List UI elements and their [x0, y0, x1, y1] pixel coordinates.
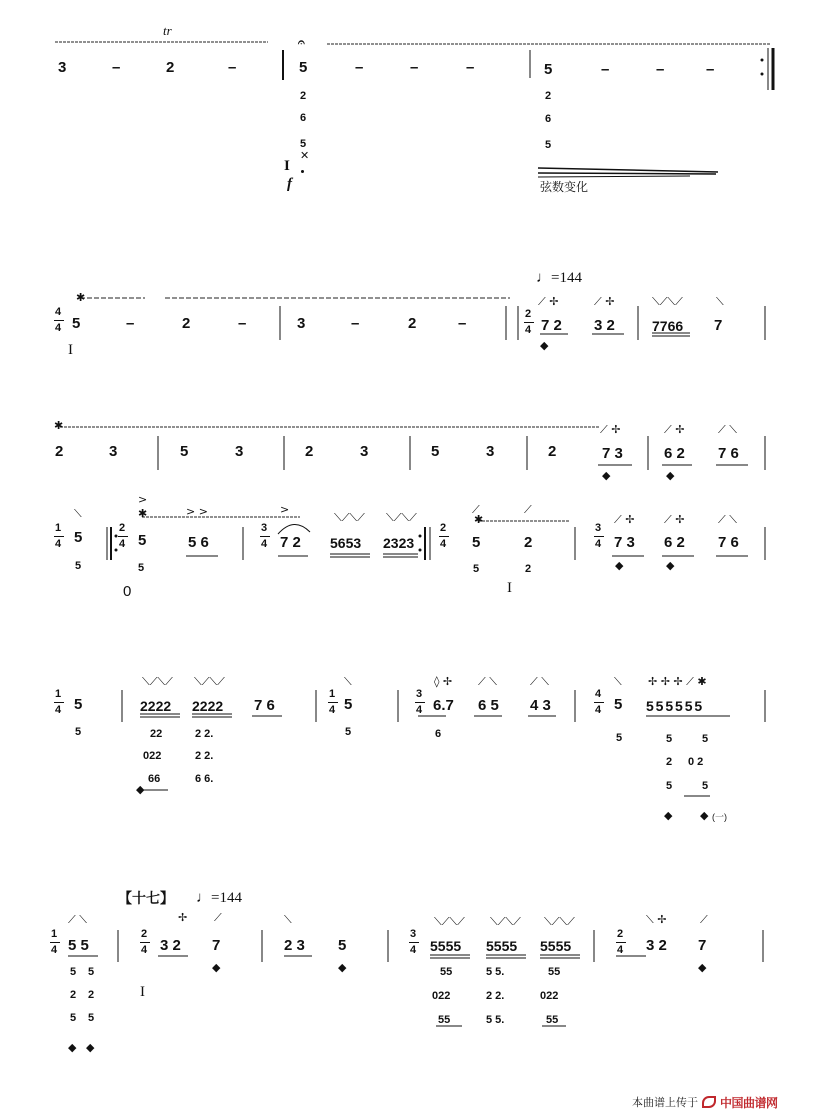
note: 3	[235, 443, 244, 460]
note-group: 7766	[652, 318, 684, 334]
time-sig-top: 3	[260, 522, 268, 534]
note: 3	[486, 443, 495, 460]
note-group: 5555	[430, 938, 462, 954]
note-group: 7 6	[254, 697, 275, 714]
low-note: 5	[138, 562, 145, 574]
note: 5	[72, 315, 81, 332]
low-note: 5	[473, 563, 480, 575]
dash: –	[238, 315, 247, 332]
time-sig-bottom: 4	[54, 704, 62, 716]
site-logo[interactable]: 中国曲谱网	[720, 1095, 778, 1110]
roman-numeral: I	[507, 580, 512, 596]
time-sig-top: 4	[594, 688, 602, 700]
chord-note: 5	[545, 139, 552, 151]
fermata-mark: 𝄐	[298, 35, 305, 49]
note: 5	[299, 59, 308, 76]
time-sig-bottom: 4	[260, 538, 268, 550]
note: 5	[472, 534, 481, 551]
note: 5	[180, 443, 189, 460]
chord-note: 022	[143, 750, 162, 762]
chord-note: 5	[702, 733, 709, 745]
low-note: 0	[123, 583, 132, 600]
dash: –	[410, 59, 419, 76]
chord-note: 55	[548, 966, 561, 978]
note-group: 7 6	[718, 534, 739, 551]
chord-note: 5	[88, 1012, 95, 1024]
note-group: 4 3	[530, 697, 551, 714]
time-sig-top: 1	[54, 688, 62, 700]
dash: –	[466, 59, 475, 76]
dash: –	[706, 61, 715, 78]
note: 2	[55, 443, 64, 460]
chord-note: 2 2.	[195, 728, 214, 740]
time-sig-top: 3	[594, 522, 602, 534]
note-group: 5 6	[188, 534, 209, 551]
time-sig-bottom: 4	[594, 704, 602, 716]
note-group: 7 2	[280, 534, 301, 551]
dynamic-mark: f	[287, 176, 292, 192]
note: 5	[431, 443, 440, 460]
time-sig-top: 2	[616, 928, 624, 940]
note: 3	[297, 315, 306, 332]
chord-note: 2	[666, 756, 673, 768]
note: 7	[212, 937, 221, 954]
note-group: 6.7	[433, 697, 454, 714]
note: 2	[524, 534, 533, 551]
dash: –	[458, 315, 467, 332]
low-note: 5	[75, 726, 82, 738]
note: 2	[182, 315, 191, 332]
note-group: 5 5 5 5 5 5	[646, 698, 702, 714]
note: 2	[166, 59, 175, 76]
note: 5	[344, 696, 353, 713]
note-group: 7 2	[541, 317, 562, 334]
chord-note: 022	[540, 990, 559, 1002]
chord-note: 5	[70, 1012, 77, 1024]
time-sig-top: 2	[140, 928, 148, 940]
time-sig-bottom: 4	[50, 944, 58, 956]
note-group: 6 2	[664, 445, 685, 462]
note: 2	[305, 443, 314, 460]
time-sig-bottom: 4	[118, 538, 126, 550]
chord-note: 6 6.	[195, 773, 214, 785]
chord-note: 2 2.	[195, 750, 214, 762]
note: 5	[74, 696, 83, 713]
time-sig-bottom: 4	[594, 538, 602, 550]
string-change-note: 弦数变化	[540, 180, 589, 194]
time-sig-top: 2	[524, 308, 532, 320]
note-group: 2222	[192, 698, 224, 714]
footer-text: 本曲谱上传于	[632, 1096, 698, 1109]
note-group: 5555	[486, 938, 518, 954]
note: 5	[74, 529, 83, 546]
time-sig-top: 1	[328, 688, 336, 700]
dash: –	[228, 59, 237, 76]
tempo-mark: ♩=144	[536, 270, 582, 286]
note: 5	[544, 61, 553, 78]
chord-note: 2	[300, 90, 307, 102]
note-group: 5653	[330, 535, 362, 551]
time-sig-bottom: 4	[409, 944, 417, 956]
site-logo-icon	[702, 1096, 716, 1108]
note: 3	[109, 443, 118, 460]
chord-note: 6	[300, 112, 307, 124]
time-sig-top: 1	[54, 522, 62, 534]
low-note: 6	[435, 728, 442, 740]
roman-numeral: I	[140, 984, 145, 1000]
chord-note: 5	[70, 966, 77, 978]
chord-note: 5	[666, 780, 673, 792]
note-group: 2 3	[284, 937, 305, 954]
chord-note: 5	[88, 966, 95, 978]
note-group: 2222	[140, 698, 172, 714]
chord-note: 2	[545, 90, 552, 102]
time-sig-bottom: 4	[439, 538, 447, 550]
low-note: 5	[616, 732, 623, 744]
time-sig-top: 1	[50, 928, 58, 940]
chord-note: 5 5.	[486, 1014, 505, 1026]
note: 5	[338, 937, 347, 954]
time-sig-bottom: 4	[328, 704, 336, 716]
chord-note: 66	[148, 773, 161, 785]
time-sig-top: 3	[409, 928, 417, 940]
trill-mark: tr	[163, 23, 172, 38]
note-group: 3 2	[594, 317, 615, 334]
note: 5	[614, 696, 623, 713]
time-sig-bottom: 4	[524, 324, 532, 336]
chord-note: 2	[70, 989, 77, 1001]
footer	[632, 1093, 778, 1111]
note: 5	[138, 532, 147, 549]
roman-numeral: I	[68, 342, 73, 358]
note-group: 6 2	[664, 534, 685, 551]
dash: –	[112, 59, 121, 76]
note: 7	[698, 937, 707, 954]
section-marker: 【十七】	[118, 890, 174, 906]
low-note: 5	[345, 726, 352, 738]
time-sig-bottom: 4	[415, 704, 423, 716]
note: 3	[58, 59, 67, 76]
chord-note: 6	[545, 113, 552, 125]
low-note: 5	[75, 560, 82, 572]
time-sig-bottom: 4	[616, 944, 624, 956]
dash: –	[601, 61, 610, 78]
annotation: (一)	[712, 812, 727, 822]
note: 2	[408, 315, 417, 332]
note: 2	[548, 443, 557, 460]
time-sig-bottom: 4	[54, 538, 62, 550]
note-group: 7 3	[614, 534, 635, 551]
note-group: 7 6	[718, 445, 739, 462]
time-sig-top: 4	[54, 306, 62, 318]
note-group: 6 5	[478, 697, 499, 714]
note-group: 2323	[383, 535, 415, 551]
dash: –	[355, 59, 364, 76]
low-note: 2	[525, 563, 532, 575]
roman-numeral: I	[284, 158, 290, 174]
chord-note: 5	[666, 733, 673, 745]
chord-note: 2	[88, 989, 95, 1001]
note: 3	[360, 443, 369, 460]
chord-note: 0 2	[688, 756, 704, 768]
chord-note: 5	[702, 780, 709, 792]
chord-note: 5 5.	[486, 966, 505, 978]
note-group: 3 2	[646, 937, 667, 954]
chord-note: 55	[546, 1014, 559, 1026]
note-group: 7 3	[602, 445, 623, 462]
chord-note: 55	[440, 966, 453, 978]
chord-note: 022	[432, 990, 451, 1002]
chord-note: 22	[150, 728, 163, 740]
tempo-mark: ♩=144	[196, 890, 242, 906]
dash: –	[656, 61, 665, 78]
dash: –	[126, 315, 135, 332]
time-sig-top: 3	[415, 688, 423, 700]
dash: –	[351, 315, 360, 332]
time-sig-bottom: 4	[140, 944, 148, 956]
note: 7	[714, 317, 723, 334]
time-sig-top: 2	[118, 522, 126, 534]
chord-note: 55	[438, 1014, 451, 1026]
time-sig-bottom: 4	[54, 322, 62, 334]
chord-note: 5	[300, 138, 307, 150]
chord-note: 2 2.	[486, 990, 505, 1002]
note-group: 5 5	[68, 937, 89, 954]
note-group: 3 2	[160, 937, 181, 954]
time-sig-top: 2	[439, 522, 447, 534]
note-group: 5555	[540, 938, 572, 954]
